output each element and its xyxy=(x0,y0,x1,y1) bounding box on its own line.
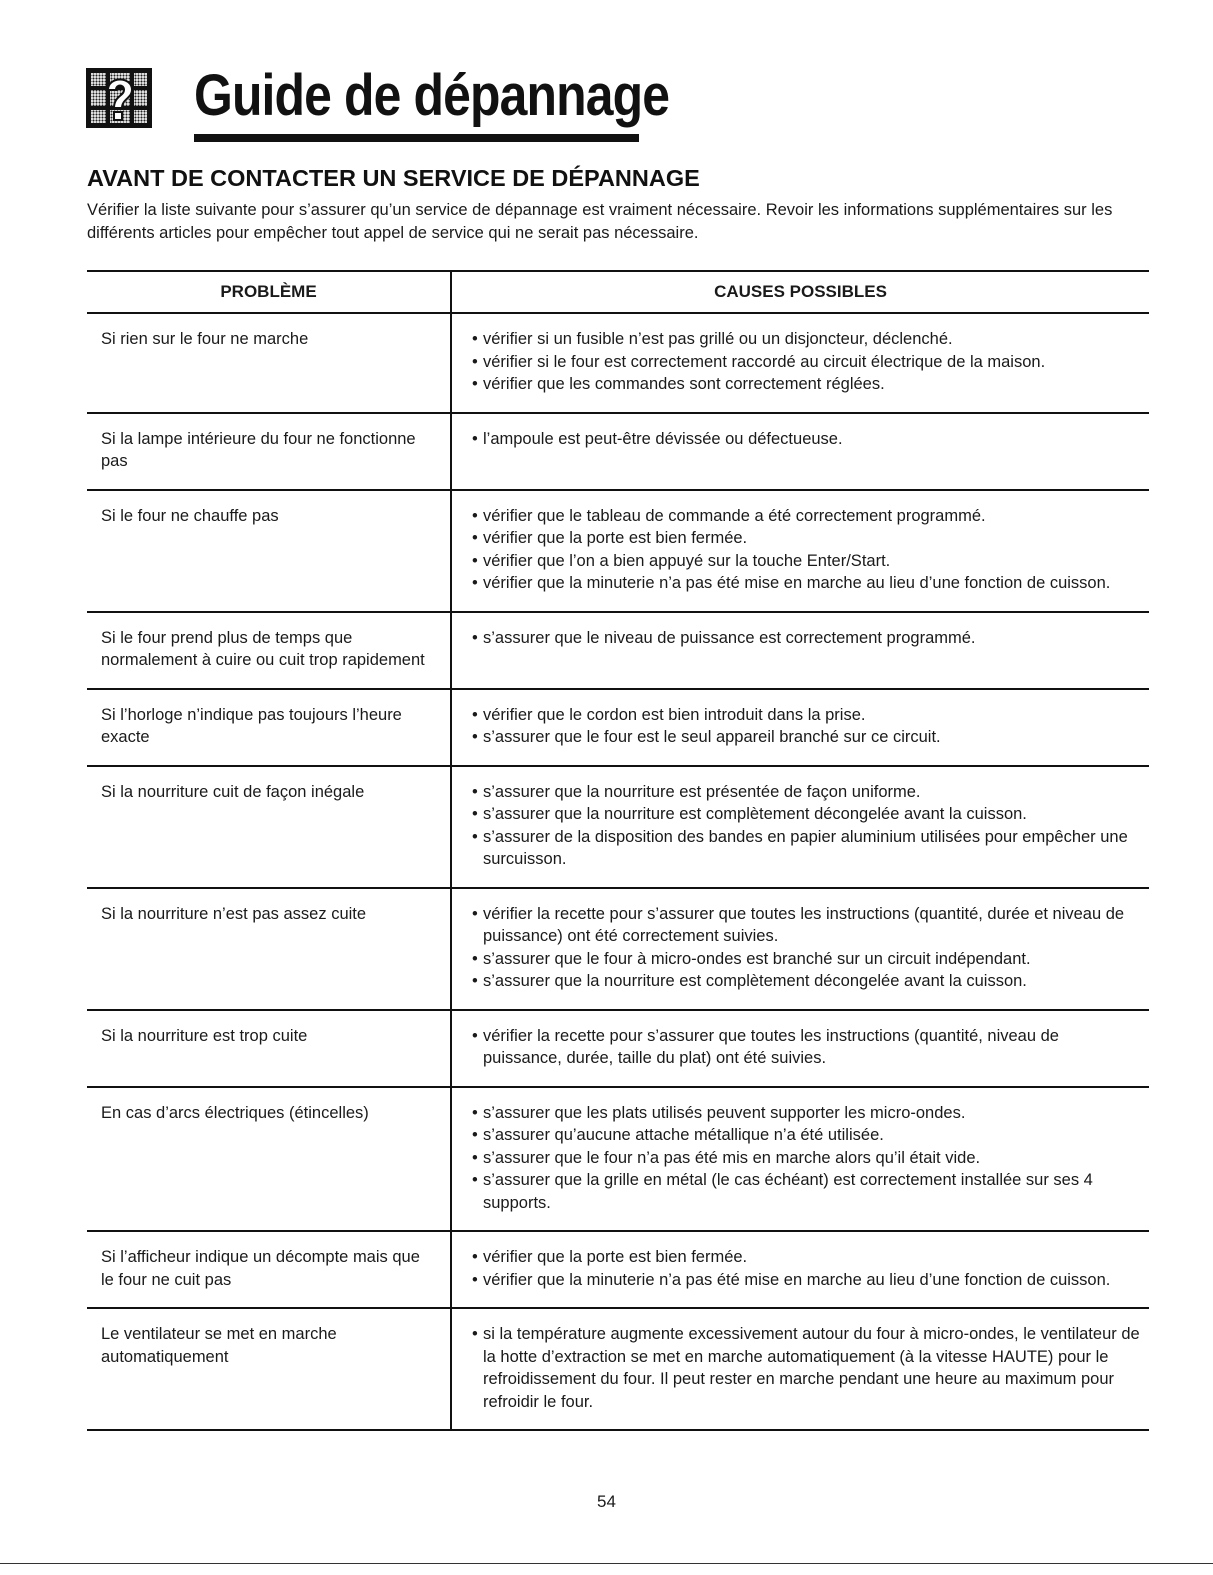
intro-text: Vérifier la liste suivante pour s’assurer qu’un service de dépannage est vraiment nécessaire. Revoir les informations supplémentaires sur les différents articles pour empêcher tout appel de service qui ne serait pas nécessaire. xyxy=(87,201,1113,242)
page-header xyxy=(86,58,670,148)
cause-item: • s’assurer qu’aucune attache métallique n’a été utilisée. xyxy=(472,1124,1141,1147)
page-title: Guide de dépannage xyxy=(194,63,670,128)
cause-item: • s’assurer que la nourriture est complètement décongelée avant la cuisson. xyxy=(472,803,1141,826)
cause-item: • vérifier que la porte est bien fermée. xyxy=(472,527,1141,550)
causes-list xyxy=(472,704,1141,749)
table-row xyxy=(87,1087,1149,1232)
causes-cell xyxy=(451,689,1149,766)
cause-item: • vérifier la recette pour s’assurer que toutes les instructions (quantité, niveau de puissance, durée, taille du plat) ont été suivies. xyxy=(472,1025,1141,1070)
problem-cell: Si la nourriture est trop cuite xyxy=(87,1010,451,1087)
problem-cell: Si l’afficheur indique un décompte mais que le four ne cuit pas xyxy=(87,1231,451,1308)
cause-item: • vérifier que la porte est bien fermée. xyxy=(472,1246,1141,1269)
cause-item: • s’assurer de la disposition des bandes en papier aluminium utilisées pour empêcher une surcuisson. xyxy=(472,826,1141,871)
causes-cell xyxy=(451,766,1149,888)
cause-item: • s’assurer que la nourriture est présentée de façon uniforme. xyxy=(472,781,1141,804)
bottom-rule xyxy=(0,1563,1213,1564)
cause-item: • vérifier que le cordon est bien introduit dans la prise. xyxy=(472,704,1141,727)
table-row xyxy=(87,888,1149,1010)
cause-item: • s’assurer que la nourriture est complètement décongelée avant la cuisson. xyxy=(472,970,1141,993)
question-mark-icon xyxy=(86,68,152,128)
cause-item: • vérifier que les commandes sont correctement réglées. xyxy=(472,373,1141,396)
section-heading: AVANT DE CONTACTER UN SERVICE DE DÉPANNAGE xyxy=(87,165,700,191)
table-row xyxy=(87,313,1149,413)
problem-cell: En cas d’arcs électriques (étincelles) xyxy=(87,1087,451,1232)
causes-list xyxy=(472,428,1141,451)
causes-list xyxy=(472,1025,1141,1070)
cause-item: • s’assurer que les plats utilisés peuvent supporter les micro-ondes. xyxy=(472,1102,1141,1125)
causes-cell xyxy=(451,413,1149,490)
problem-cell: Si le four ne chauffe pas xyxy=(87,490,451,612)
causes-list xyxy=(472,903,1141,993)
causes-cell xyxy=(451,888,1149,1010)
problem-cell: Si la nourriture cuit de façon inégale xyxy=(87,766,451,888)
table-row xyxy=(87,766,1149,888)
causes-list xyxy=(472,781,1141,871)
causes-list xyxy=(472,1102,1141,1215)
table-row xyxy=(87,1010,1149,1087)
causes-cell xyxy=(451,313,1149,413)
table-row xyxy=(87,689,1149,766)
cause-item: • s’assurer que le niveau de puissance est correctement programmé. xyxy=(472,627,1141,650)
cause-item: • vérifier que l’on a bien appuyé sur la touche Enter/Start. xyxy=(472,550,1141,573)
problem-cell: Le ventilateur se met en marche automatiquement xyxy=(87,1308,451,1430)
causes-cell xyxy=(451,1231,1149,1308)
cause-item: • s’assurer que la grille en métal (le cas échéant) est correctement installée sur ses 4 supports. xyxy=(472,1169,1141,1214)
causes-cell xyxy=(451,490,1149,612)
troubleshooting-table-container xyxy=(87,270,1149,1431)
table-row xyxy=(87,612,1149,689)
column-header-causes: CAUSES POSSIBLES xyxy=(451,271,1149,313)
cause-item: • l’ampoule est peut-être dévissée ou défectueuse. xyxy=(472,428,1141,451)
causes-list xyxy=(472,627,1141,650)
page-number: 54 xyxy=(597,1492,616,1511)
causes-list xyxy=(472,328,1141,396)
table-header-row xyxy=(87,271,1149,313)
cause-item: • vérifier si le four est correctement raccordé au circuit électrique de la maison. xyxy=(472,351,1141,374)
title-underline xyxy=(194,134,639,142)
causes-list xyxy=(472,1323,1141,1413)
column-header-problem: PROBLÈME xyxy=(87,271,451,313)
cause-item: • s’assurer que le four est le seul appareil branché sur ce circuit. xyxy=(472,726,1141,749)
causes-list xyxy=(472,505,1141,595)
problem-cell: Si rien sur le four ne marche xyxy=(87,313,451,413)
cause-item: • s’assurer que le four à micro-ondes est branché sur un circuit indépendant. xyxy=(472,948,1141,971)
troubleshooting-table xyxy=(87,270,1149,1431)
table-body xyxy=(87,313,1149,1430)
table-row xyxy=(87,490,1149,612)
problem-cell: Si la nourriture n’est pas assez cuite xyxy=(87,888,451,1010)
causes-cell xyxy=(451,612,1149,689)
cause-item: • vérifier que la minuterie n’a pas été mise en marche au lieu d’une fonction de cuisson. xyxy=(472,1269,1141,1292)
table-row xyxy=(87,1231,1149,1308)
problem-cell: Si le four prend plus de temps que normalement à cuire ou cuit trop rapidement xyxy=(87,612,451,689)
cause-item: • vérifier que le tableau de commande a été correctement programmé. xyxy=(472,505,1141,528)
cause-item: • vérifier que la minuterie n’a pas été mise en marche au lieu d’une fonction de cuisson. xyxy=(472,572,1141,595)
causes-list xyxy=(472,1246,1141,1291)
causes-cell xyxy=(451,1010,1149,1087)
causes-cell xyxy=(451,1308,1149,1430)
problem-cell: Si l’horloge n’indique pas toujours l’heure exacte xyxy=(87,689,451,766)
cause-item: • si la température augmente excessivement autour du four à micro-ondes, le ventilateur de la hotte d’extraction se met en marche automatiquement (à la vitesse HAUTE) pour le refroidissement du four. Il peut rester en marche pendant une heure au maximum pour refroidir le four. xyxy=(472,1323,1141,1413)
table-row xyxy=(87,1308,1149,1430)
cause-item: • vérifier la recette pour s’assurer que toutes les instructions (quantité, durée et niveau de puissance) ont été correctement suivies. xyxy=(472,903,1141,948)
problem-cell: Si la lampe intérieure du four ne fonctionne pas xyxy=(87,413,451,490)
causes-cell xyxy=(451,1087,1149,1232)
cause-item: • vérifier si un fusible n’est pas grillé ou un disjoncteur, déclenché. xyxy=(472,328,1141,351)
table-row xyxy=(87,413,1149,490)
cause-item: • s’assurer que le four n’a pas été mis en marche alors qu’il était vide. xyxy=(472,1147,1141,1170)
